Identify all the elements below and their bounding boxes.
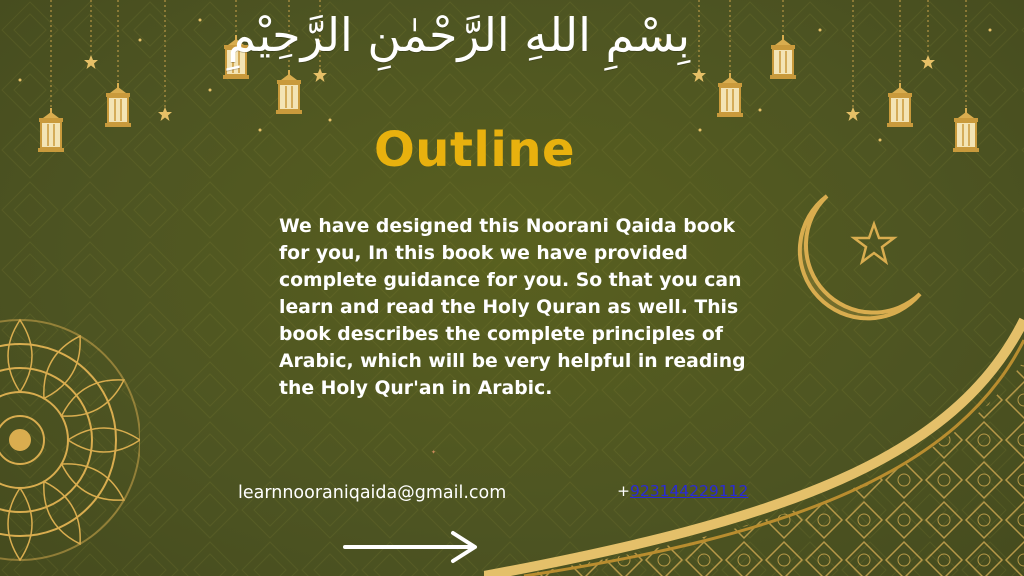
contact-phone	[617, 482, 748, 500]
basmala-calligraphy: بِسْمِ اللهِ الرَّحْمٰنِ الرَّحِيْمِ	[227, 8, 690, 62]
star-icon	[158, 107, 172, 121]
description-text: We have designed this Noorani Qaida book for you, In this book we have provided complete guidance for you. So that you can learn and read the Holy Quran as well. This book describes the complete principles of Arabic, which will be very helpful in reading the Holy Qur'an in Arabic.	[279, 216, 746, 399]
lantern-icon	[717, 73, 743, 117]
lantern-icon	[887, 83, 913, 127]
star-icon	[854, 224, 894, 262]
star-icon	[84, 55, 98, 69]
lantern-icon	[38, 108, 64, 152]
phone-prefix: +	[617, 482, 630, 500]
phone-link[interactable]: 923144229112	[630, 482, 749, 500]
mandala-ornament	[0, 290, 140, 576]
star-icon	[692, 68, 706, 82]
page-title: Outline	[374, 122, 576, 178]
star-icon	[846, 107, 860, 121]
next-arrow-icon[interactable]	[343, 530, 483, 564]
contact-email[interactable]: learnnooraniqaida@gmail.com	[238, 483, 507, 503]
star-icon	[313, 68, 327, 82]
lantern-icon	[276, 70, 302, 114]
decorative-mark: ✦	[431, 449, 437, 456]
lantern-icon	[105, 83, 131, 127]
star-icon	[921, 55, 935, 69]
lantern-icon	[770, 35, 796, 79]
lantern-icon	[953, 108, 979, 152]
